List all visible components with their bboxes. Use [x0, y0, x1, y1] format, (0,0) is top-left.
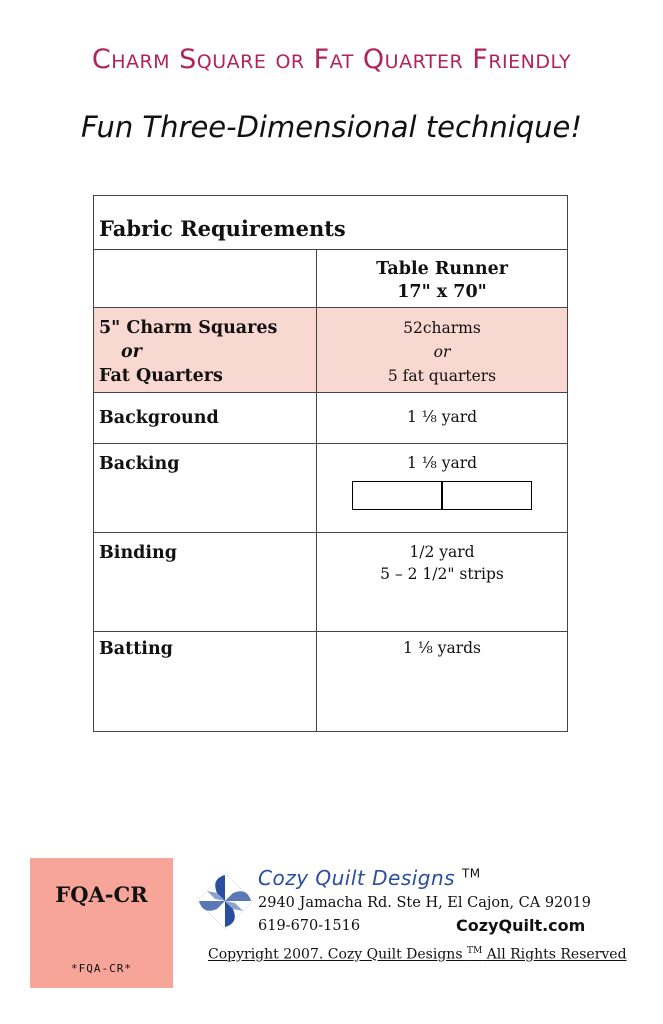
- table-row: [94, 393, 568, 444]
- column-header-line2: 17" x 70": [397, 282, 487, 302]
- column-header: [317, 250, 568, 308]
- row-value-charms: [317, 308, 568, 393]
- column-header-line1: Table Runner: [376, 259, 508, 279]
- table-row: [94, 533, 568, 632]
- row-label-batting: Batting: [94, 632, 317, 732]
- website: CozyQuilt.com: [456, 916, 586, 935]
- label-line3: Fat Quarters: [99, 366, 223, 386]
- row-value-batting: 1 ⅛ yards: [317, 632, 568, 732]
- headline: Charm Square or Fat Quarter Friendly: [91, 44, 572, 75]
- header-empty-cell: [94, 250, 317, 308]
- label-line1: 5" Charm Squares: [99, 318, 278, 338]
- value-line2: or: [433, 343, 451, 361]
- pattern-code: FQA-CR: [55, 882, 148, 907]
- copyright-text-after: All Rights Reserved: [482, 946, 627, 963]
- pattern-code-box: [30, 858, 173, 988]
- row-value-background: 1 ⅛ yard: [317, 393, 568, 444]
- brand-trademark: TM: [461, 866, 481, 881]
- binding-value-line2: 5 – 2 1/2" strips: [380, 565, 504, 583]
- row-label-background: Background: [94, 393, 317, 444]
- address: 2940 Jamacha Rd. Ste H, El Cajon, CA 92019: [258, 895, 591, 911]
- row-label-binding: Binding: [94, 533, 317, 632]
- copyright-trademark: TM: [466, 946, 483, 956]
- value-line3: 5 fat quarters: [387, 367, 497, 385]
- backing-diagram-seam: [441, 482, 443, 509]
- row-value-backing: [317, 444, 568, 533]
- table-row: [94, 308, 568, 393]
- brand-text: Cozy Quilt Designs: [258, 866, 456, 890]
- row-label-charms: [94, 308, 317, 393]
- binding-value-line1: 1/2 yard: [409, 543, 475, 561]
- row-value-binding: [317, 533, 568, 632]
- value-line1: 52charms: [403, 319, 481, 337]
- subheadline: Fun Three-Dimensional technique!: [80, 110, 583, 144]
- table-title: Fabric Requirements: [94, 196, 568, 250]
- table-title-row: [94, 196, 568, 250]
- copyright-text-before: Copyright 2007. Cozy Quilt Designs: [208, 946, 467, 963]
- backing-value: 1 ⅛ yard: [406, 454, 478, 472]
- brand-name: [258, 866, 481, 890]
- row-label-backing: Backing: [94, 444, 317, 533]
- copyright: [208, 946, 627, 963]
- table-header-row: [94, 250, 568, 308]
- backing-diagram: [352, 481, 532, 510]
- pinwheel-logo-icon: [196, 872, 254, 930]
- barcode-text: *FQA-CR*: [71, 962, 132, 975]
- fabric-requirements-table: [93, 195, 568, 732]
- label-line2: or: [121, 342, 142, 362]
- table-row: [94, 632, 568, 732]
- phone: 619-670-1516: [258, 918, 361, 934]
- table-row: [94, 444, 568, 533]
